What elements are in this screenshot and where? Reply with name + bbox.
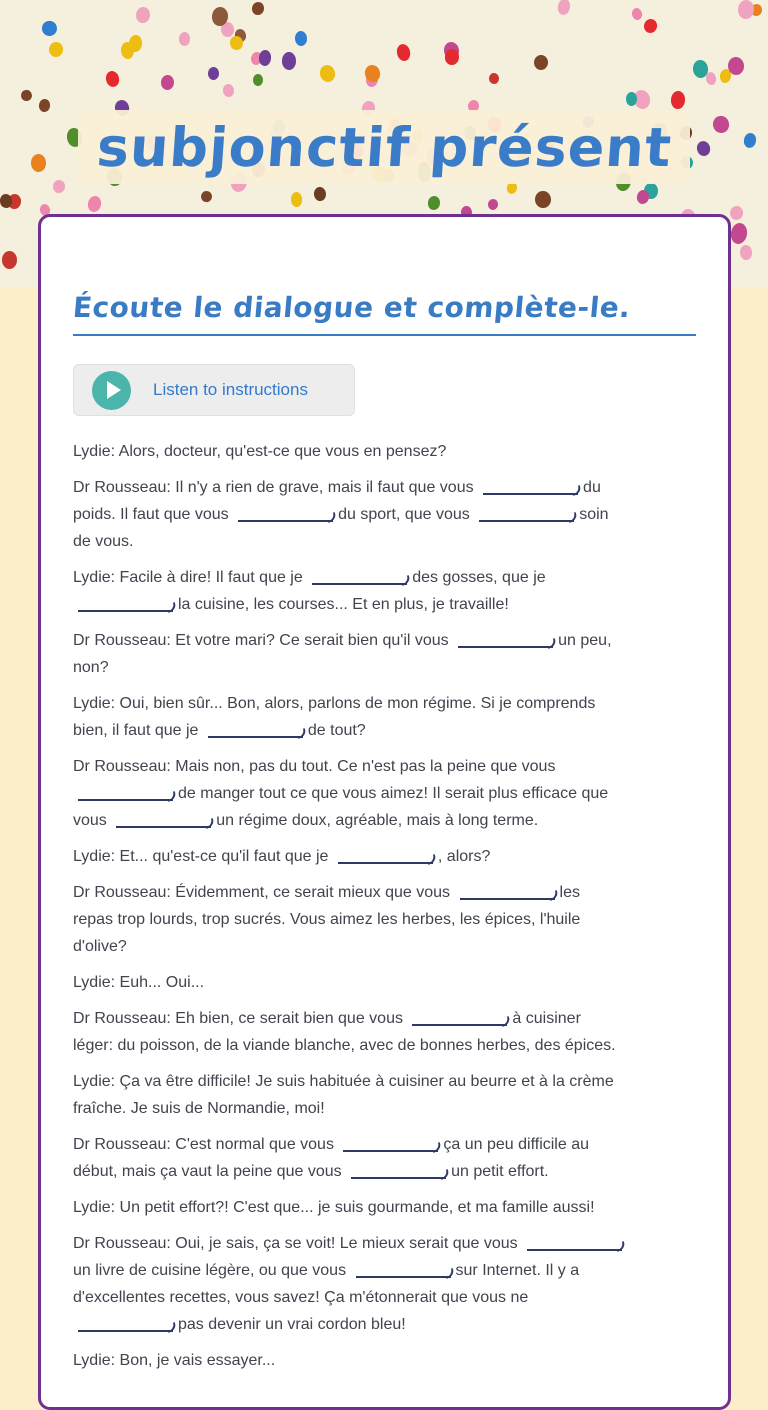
dialogue-text: d'excellentes recettes, vous savez! Ça m'étonnerait que vous ne xyxy=(73,1289,529,1306)
dialogue-text: pas devenir un vrai cordon bleu! xyxy=(178,1316,406,1333)
worksheet-card xyxy=(38,214,731,1410)
dialogue-text: Dr Rousseau: Eh bien, ce serait bien que vous xyxy=(73,1010,403,1027)
dialogue-text: des gosses, que je xyxy=(412,569,546,586)
dialogue-paragraph xyxy=(73,969,696,996)
answer-blank[interactable] xyxy=(483,477,578,495)
dialogue xyxy=(73,438,696,1374)
dialogue-text: léger: du poisson, de la viande blanche, avec de bonnes herbes, des épices. xyxy=(73,1037,616,1054)
dialogue-text: à cuisiner xyxy=(512,1010,581,1027)
dialogue-text: non? xyxy=(73,659,109,676)
answer-blank[interactable] xyxy=(527,1233,622,1251)
confetti-dot xyxy=(160,75,174,91)
play-triangle-glyph xyxy=(107,381,121,399)
dialogue-text: début, mais ça vaut la peine que vous xyxy=(73,1163,342,1180)
dialogue-text: Dr Rousseau: Et votre mari? Ce serait bien qu'il vous xyxy=(73,632,449,649)
section-heading-text: Écoute le dialogue et complète-le. xyxy=(71,291,632,324)
confetti-dot xyxy=(739,245,752,261)
dialogue-text: repas trop lourds, trop sucrés. Vous aimez les herbes, les épices, l'huile xyxy=(73,911,581,928)
confetti-dot xyxy=(48,41,64,58)
dialogue-text: Lydie: Et... qu'est-ce qu'il faut que je xyxy=(73,848,329,865)
dialogue-text: un peu, xyxy=(558,632,612,649)
dialogue-text: Dr Rousseau: Oui, je sais, ça se voit! Le mieux serait que vous xyxy=(73,1235,518,1252)
dialogue-text: un petit effort. xyxy=(451,1163,549,1180)
listen-button-label: Listen to instructions xyxy=(153,380,308,399)
dialogue-paragraph xyxy=(73,1131,696,1185)
confetti-dot xyxy=(557,0,572,15)
dialogue-paragraph xyxy=(73,1230,696,1338)
answer-blank[interactable] xyxy=(479,504,574,522)
confetti-dot xyxy=(87,194,103,212)
dialogue-text: soin xyxy=(579,506,609,523)
answer-blank[interactable] xyxy=(116,810,211,828)
confetti-dot xyxy=(444,48,459,65)
dialogue-paragraph xyxy=(73,1005,696,1059)
answer-blank[interactable] xyxy=(458,630,553,648)
confetti-dot xyxy=(670,91,685,109)
dialogue-paragraph xyxy=(73,879,696,960)
dialogue-text: du sport, que vous xyxy=(338,506,470,523)
confetti-dot xyxy=(282,52,296,70)
dialogue-text: bien, il faut que je xyxy=(73,722,199,739)
confetti-dot xyxy=(705,72,717,86)
dialogue-paragraph xyxy=(73,474,696,555)
confetti-dot xyxy=(695,140,711,157)
confetti-dot xyxy=(250,1,265,17)
dialogue-text: Lydie: Bon, je vais essayer... xyxy=(73,1352,276,1369)
answer-blank[interactable] xyxy=(238,504,333,522)
confetti-dot xyxy=(222,84,235,98)
dialogue-text: Dr Rousseau: C'est normal que vous xyxy=(73,1136,334,1153)
dialogue-paragraph xyxy=(73,1347,696,1374)
confetti-dot xyxy=(487,198,499,211)
dialogue-paragraph xyxy=(73,438,696,465)
dialogue-text: Lydie: Alors, docteur, qu'est-ce que vous en pensez? xyxy=(73,443,447,460)
confetti-dot xyxy=(743,132,758,149)
answer-blank[interactable] xyxy=(343,1134,438,1152)
answer-blank[interactable] xyxy=(312,567,407,585)
answer-blank[interactable] xyxy=(78,1314,173,1332)
confetti-dot xyxy=(642,17,658,34)
dialogue-text: les xyxy=(559,884,580,901)
dialogue-paragraph xyxy=(73,843,696,870)
confetti-dot xyxy=(291,192,303,207)
dialogue-text: Lydie: Facile à dire! Il faut que je xyxy=(73,569,303,586)
dialogue-text: Lydie: Oui, bien sûr... Bon, alors, parlons de mon régime. Si je comprends xyxy=(73,695,596,712)
confetti-dot xyxy=(30,154,46,172)
title-band xyxy=(78,110,690,184)
confetti-dot xyxy=(294,31,307,47)
dialogue-paragraph xyxy=(73,564,696,618)
confetti-dot xyxy=(727,56,745,75)
answer-blank[interactable] xyxy=(351,1161,446,1179)
dialogue-text: fraîche. Je suis de Normandie, moi! xyxy=(73,1100,325,1117)
answer-blank[interactable] xyxy=(460,882,555,900)
confetti-dot xyxy=(631,7,644,21)
section-heading xyxy=(73,291,696,336)
answer-blank[interactable] xyxy=(208,720,303,738)
dialogue-text: un régime doux, agréable, mais à long terme. xyxy=(216,812,539,829)
dialogue-text: Lydie: Ça va être difficile! Je suis habituée à cuisiner au beurre et à la crème xyxy=(73,1073,614,1090)
dialogue-text: poids. Il faut que vous xyxy=(73,506,229,523)
answer-blank[interactable] xyxy=(356,1260,451,1278)
confetti-dot xyxy=(208,67,220,80)
confetti-dot xyxy=(318,63,337,83)
confetti-dot xyxy=(313,187,327,202)
dialogue-text: Dr Rousseau: Il n'y a rien de grave, mais il faut que vous xyxy=(73,479,474,496)
confetti-dot xyxy=(2,251,17,269)
dialogue-text: sur Internet. Il y a xyxy=(455,1262,580,1279)
dialogue-paragraph xyxy=(73,753,696,834)
answer-blank[interactable] xyxy=(78,594,173,612)
dialogue-paragraph xyxy=(73,1068,696,1122)
confetti-dot xyxy=(229,35,243,51)
dialogue-text: Dr Rousseau: Mais non, pas du tout. Ce n'est pas la peine que vous xyxy=(73,758,556,775)
dialogue-paragraph xyxy=(73,627,696,681)
dialogue-text: Lydie: Un petit effort?! C'est que... je suis gourmande, et ma famille aussi! xyxy=(73,1199,595,1216)
confetti-dot xyxy=(535,191,552,209)
play-icon[interactable] xyxy=(92,371,131,410)
dialogue-text: de tout? xyxy=(307,722,366,739)
confetti-dot xyxy=(636,189,650,205)
confetti-dot xyxy=(179,32,191,47)
confetti-dot xyxy=(105,70,121,88)
dialogue-text: Dr Rousseau: Évidemment, ce serait mieux que vous xyxy=(73,884,451,901)
confetti-dot xyxy=(38,98,50,112)
answer-blank[interactable] xyxy=(412,1008,507,1026)
answer-blank[interactable] xyxy=(78,783,173,801)
dialogue-text: d'olive? xyxy=(73,938,127,955)
confetti-dot xyxy=(729,222,748,245)
dialogue-text: la cuisine, les courses... Et en plus, je travaille! xyxy=(178,596,509,613)
confetti-dot xyxy=(253,74,263,86)
confetti-dot xyxy=(712,114,730,133)
confetti-dot xyxy=(20,89,32,102)
confetti-dot xyxy=(729,205,744,221)
dialogue-text: du xyxy=(583,479,601,496)
dialogue-paragraph xyxy=(73,1194,696,1221)
confetti-dot xyxy=(626,92,637,106)
confetti-dot xyxy=(135,7,150,24)
confetti-dot xyxy=(40,19,58,38)
confetti-dot xyxy=(489,73,499,84)
dialogue-text: vous xyxy=(73,812,107,829)
card-content xyxy=(41,217,728,1403)
confetti-dot xyxy=(427,195,441,210)
confetti-dot xyxy=(258,49,272,66)
worksheet-title: subjonctif présent xyxy=(94,115,674,179)
dialogue-text: Lydie: Euh... Oui... xyxy=(73,974,205,991)
confetti-dot xyxy=(52,180,65,194)
listen-button[interactable] xyxy=(73,364,355,416)
dialogue-text: un livre de cuisine légère, ou que vous xyxy=(73,1262,347,1279)
dialogue-text: ça un peu difficile au xyxy=(443,1136,589,1153)
dialogue-text: , alors? xyxy=(437,848,491,865)
answer-blank[interactable] xyxy=(338,846,433,864)
confetti-dot xyxy=(395,43,411,62)
dialogue-text: de vous. xyxy=(73,533,134,550)
dialogue-paragraph xyxy=(73,690,696,744)
dialogue-text: de manger tout ce que vous aimez! Il serait plus efficace que xyxy=(178,785,609,802)
confetti-dot xyxy=(200,191,212,204)
confetti-dot xyxy=(534,54,549,70)
confetti-dot xyxy=(129,34,143,52)
confetti-dot xyxy=(737,0,754,19)
